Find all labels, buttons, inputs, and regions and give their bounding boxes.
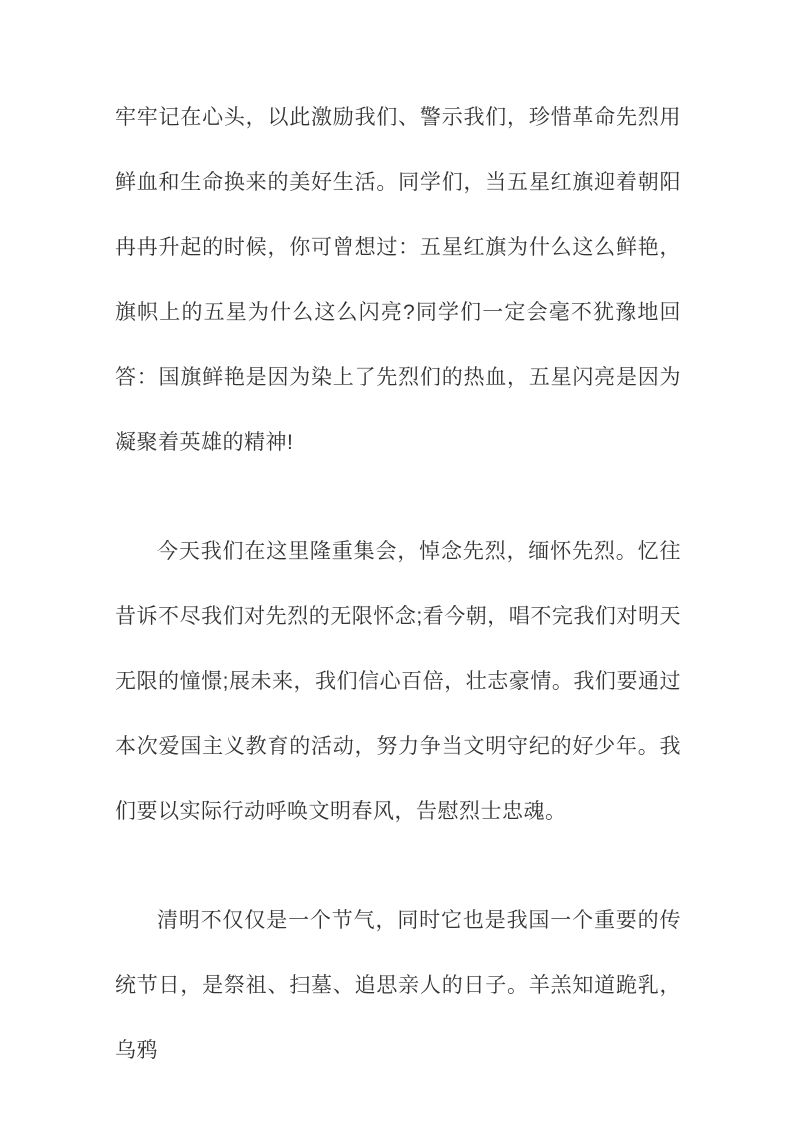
paragraph: 牢牢记在心头，以此激励我们、警示我们，珍惜革命先烈用鲜血和生命换来的美好生活。同学们，当五星红旗迎着朝阳冉冉升起的时候，你可曾想过：五星红旗为什么这么鲜艳，旗帜上的五星为什么这么闪亮?同学们一定会毫不犹豫地回答：国旗鲜艳是因为染上了先烈们的热血，五星闪亮是因为凝聚着英雄的精神! bbox=[115, 106, 681, 454]
paragraph: 今天我们在这里隆重集会，悼念先烈，缅怀先烈。忆往昔诉不尽我们对先烈的无限怀念;看今朝，唱不完我们对明天无限的憧憬;展未来，我们信心百倍，壮志豪情。我们要通过本次爱国主义教育的活动，努力争当文明守纪的好少年。我们要以实际行动呼唤文明春风，告慰烈士忠魂。 bbox=[115, 540, 681, 823]
paragraph: 清明不仅仅是一个节气，同时它也是我国一个重要的传统节日，是祭祖、扫墓、追思亲人的日子。羊羔知道跪乳，乌鸦 bbox=[115, 909, 681, 1062]
